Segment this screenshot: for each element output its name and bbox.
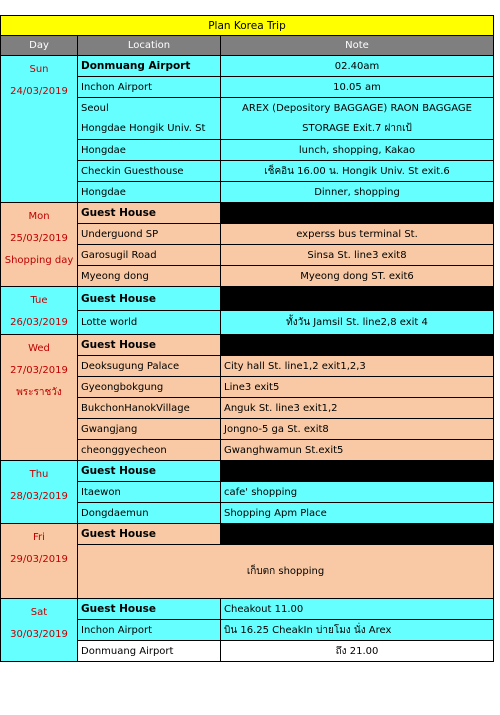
day-name: Mon (28, 211, 50, 222)
note-cell[interactable]: Anguk St. line3 exit1,2 (221, 398, 494, 419)
note-cell[interactable]: 02.40am (221, 56, 494, 77)
day-name: Sat (30, 607, 48, 618)
day-cell-mon[interactable] (1, 203, 78, 287)
day-date: 30/03/2019 (10, 629, 68, 640)
location-cell[interactable]: Guest House (78, 524, 221, 545)
table-row (1, 287, 494, 311)
day-date: 28/03/2019 (10, 491, 68, 502)
location-cell[interactable]: Guest House (78, 461, 221, 482)
location-cell[interactable]: Guest House (78, 335, 221, 356)
note-cell[interactable]: Jongno-5 ga St. exit8 (221, 419, 494, 440)
day-cell-tue[interactable] (1, 287, 78, 335)
location-cell[interactable]: cheonggyecheon (78, 440, 221, 461)
note-cell[interactable]: เช็คอิน 16.00 น. Hongik Univ. St exit.6 (221, 161, 494, 182)
table-row (1, 203, 494, 224)
note-cell[interactable]: City hall St. line1,2 exit1,2,3 (221, 356, 494, 377)
note-cell[interactable]: Shopping Apm Place (221, 503, 494, 524)
header-day[interactable]: Day (1, 36, 78, 56)
location-cell[interactable]: Deoksugung Palace (78, 356, 221, 377)
header-row (1, 36, 494, 56)
note-cell-blank[interactable] (221, 335, 494, 356)
note-cell[interactable]: Sinsa St. line3 exit8 (221, 245, 494, 266)
trip-plan-sheet (0, 15, 493, 662)
day-date: 27/03/2019 (10, 365, 68, 376)
note-cell[interactable]: Line3 exit5 (221, 377, 494, 398)
day-cell-fri[interactable] (1, 524, 78, 599)
note-cell[interactable]: lunch, shopping, Kakao (221, 140, 494, 161)
location-cell[interactable]: Inchon Airport (78, 620, 221, 641)
location-line: Seoul (81, 102, 109, 114)
note-cell[interactable]: Gwanghwamun St.exit5 (221, 440, 494, 461)
location-cell[interactable]: Underguond SP (78, 224, 221, 245)
note-cell[interactable]: experss bus terminal St. (221, 224, 494, 245)
location-cell[interactable]: Checkin Guesthouse (78, 161, 221, 182)
location-cell[interactable]: Donmuang Airport (78, 56, 221, 77)
day-date: 24/03/2019 (10, 86, 68, 97)
day-extra: Shopping day (4, 255, 74, 266)
note-cell[interactable]: ทั้งวัน Jamsil St. line2,8 exit 4 (221, 311, 494, 335)
day-extra: พระราชวัง (16, 387, 62, 398)
note-cell[interactable]: Cheakout 11.00 (221, 599, 494, 620)
header-location[interactable]: Location (78, 36, 221, 56)
table-row (1, 461, 494, 482)
note-cell[interactable]: Dinner, shopping (221, 182, 494, 203)
location-cell[interactable]: Lotte world (78, 311, 221, 335)
day-name: Fri (33, 532, 45, 543)
note-line: AREX (Depository BAGGAGE) RAON BAGGAGE (242, 102, 472, 114)
day-cell-wed[interactable] (1, 335, 78, 461)
day-date: 29/03/2019 (10, 554, 68, 565)
table-row (1, 524, 494, 545)
sheet-title[interactable]: Plan Korea Trip (1, 16, 494, 36)
note-cell[interactable]: 10.05 am (221, 77, 494, 98)
location-cell[interactable] (78, 98, 221, 140)
location-cell[interactable]: Itaewon (78, 482, 221, 503)
note-cell[interactable]: Myeong dong ST. exit6 (221, 266, 494, 287)
location-cell[interactable]: Myeong dong (78, 266, 221, 287)
location-cell[interactable]: Hongdae (78, 182, 221, 203)
location-cell[interactable]: Dongdaemun (78, 503, 221, 524)
note-cell[interactable] (221, 98, 494, 140)
day-date: 25/03/2019 (10, 233, 68, 244)
day-name: Thu (29, 469, 49, 480)
note-cell-blank[interactable] (221, 203, 494, 224)
title-row (1, 16, 494, 36)
day-name: Sun (29, 64, 49, 75)
location-cell[interactable]: Donmuang Airport (78, 641, 221, 662)
location-line: Hongdae Hongik Univ. St (81, 122, 206, 134)
note-cell[interactable]: ถึง 21.00 (221, 641, 494, 662)
note-line: STORAGE Exit.7 ฝากเป้ (302, 122, 412, 134)
day-cell-thu[interactable] (1, 461, 78, 524)
location-cell[interactable]: Gwangjang (78, 419, 221, 440)
note-cell-merged[interactable]: เก็บตก shopping (78, 545, 494, 599)
note-cell-blank[interactable] (221, 524, 494, 545)
header-note[interactable]: Note (221, 36, 494, 56)
note-cell-blank[interactable] (221, 287, 494, 311)
location-cell[interactable]: Garosugil Road (78, 245, 221, 266)
note-cell[interactable]: cafe' shopping (221, 482, 494, 503)
day-cell-sun[interactable] (1, 56, 78, 203)
day-name: Tue (30, 295, 48, 306)
table-row (1, 56, 494, 77)
location-cell[interactable]: Guest House (78, 203, 221, 224)
trip-plan-table (0, 15, 494, 662)
table-row (1, 335, 494, 356)
note-cell-blank[interactable] (221, 461, 494, 482)
note-cell[interactable]: บิน 16.25 CheakIn บ่ายโมง นั่ง Arex (221, 620, 494, 641)
location-cell[interactable]: Gyeongbokgung (78, 377, 221, 398)
location-cell[interactable]: Guest House (78, 599, 221, 620)
table-row (1, 599, 494, 620)
day-name: Wed (28, 343, 50, 354)
day-date: 26/03/2019 (10, 317, 68, 328)
location-cell[interactable]: BukchonHanokVillage (78, 398, 221, 419)
location-cell[interactable]: Hongdae (78, 140, 221, 161)
location-cell[interactable]: Guest House (78, 287, 221, 311)
day-cell-sat[interactable] (1, 599, 78, 662)
location-cell[interactable]: Inchon Airport (78, 77, 221, 98)
